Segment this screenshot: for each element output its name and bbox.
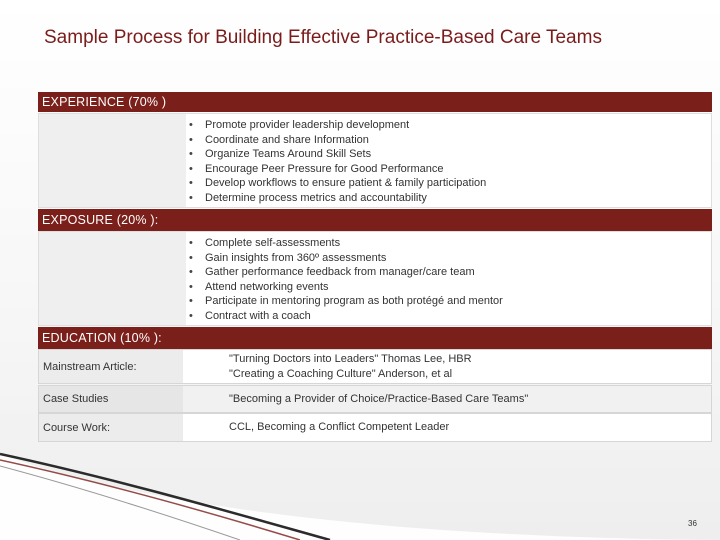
list-item: • Encourage Peer Pressure for Good Performance — [189, 162, 486, 177]
exposure-block — [38, 231, 712, 326]
education-row-label: Mainstream Article: — [43, 360, 137, 373]
education-header: EDUCATION (10% ): — [38, 327, 712, 349]
education-row — [38, 385, 712, 413]
exposure-list — [189, 236, 503, 323]
education-row-line: "Creating a Coaching Culture" Anderson, et al — [229, 367, 453, 380]
education-row-line: CCL, Becoming a Conflict Competent Leader — [229, 421, 450, 433]
education-row-value — [229, 386, 705, 412]
list-item: • Promote provider leadership development — [189, 118, 486, 133]
education-row-label: Course Work: — [43, 421, 111, 434]
list-item: • Contract with a coach — [189, 309, 503, 324]
list-item: • Complete self-assessments — [189, 236, 503, 251]
list-item: • Determine process metrics and accountability — [189, 191, 486, 206]
education-row — [38, 413, 712, 442]
list-item: • Develop workflows to ensure patient & family participation — [189, 176, 486, 191]
education-row-value — [229, 350, 705, 383]
experience-list — [189, 118, 486, 205]
exposure-header: EXPOSURE (20% ): — [38, 209, 712, 231]
exposure-left-cell — [39, 232, 188, 325]
experience-left-cell — [39, 114, 188, 207]
education-row-value — [229, 414, 705, 441]
education-row — [38, 349, 712, 384]
education-row-label: Case Studies — [43, 393, 109, 405]
experience-block — [38, 113, 712, 208]
list-item: • Participate in mentoring program as both protégé and mentor — [189, 294, 503, 309]
page-number: 36 — [688, 519, 697, 528]
list-item: • Attend networking events — [189, 280, 503, 295]
experience-header: EXPERIENCE (70% ) — [38, 92, 712, 112]
list-item: • Organize Teams Around Skill Sets — [189, 147, 486, 162]
slide-title: Sample Process for Building Effective Practice-Based Care Teams — [44, 27, 602, 48]
decorative-swoosh — [0, 440, 720, 540]
list-item: • Gain insights from 360º assessments — [189, 251, 503, 266]
list-item: • Gather performance feedback from manager/care team — [189, 265, 503, 280]
education-row-line: "Becoming a Provider of Choice/Practice-Based Care Teams" — [229, 392, 529, 405]
education-row-line: "Turning Doctors into Leaders" Thomas Lee, HBR — [229, 352, 472, 365]
list-item: • Coordinate and share Information — [189, 133, 486, 148]
